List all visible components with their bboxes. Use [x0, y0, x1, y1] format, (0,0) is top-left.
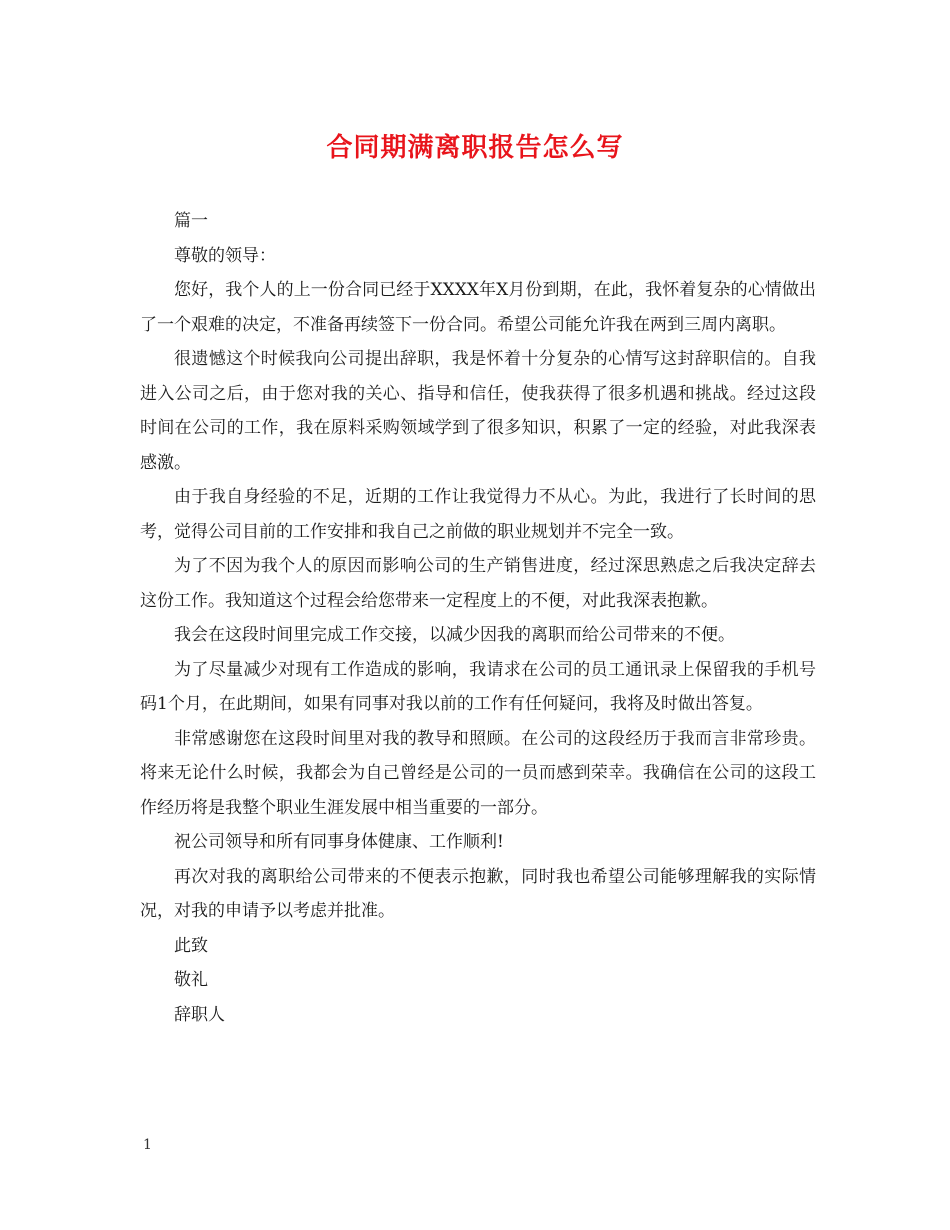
body-paragraph: 为了不因为我个人的原因而影响公司的生产销售进度，经过深思熟虑之后我决定辞去这份工作。我知道这个过程会给您带来一定程度上的不便，对此我深表抱歉。 [140, 556, 816, 611]
body-paragraph: 再次对我的离职给公司带来的不便表示抱歉，同时我也希望公司能够理解我的实际情况，对我的申请予以考虑并批准。 [140, 866, 816, 921]
closing-line: 敬礼 [174, 970, 208, 990]
closing-line: 此致 [174, 935, 208, 956]
body-paragraph: 很遗憾这个时候我向公司提出辞职，我是怀着十分复杂的心情写这封辞职信的。自我进入公司之后，由于您对我的关心、指导和信任，使我获得了很多机遇和挑战。经过这段时间在公司的工作，我在原料采购领域学到了很多知识，积累了一定的经验，对此我深表感激。 [140, 349, 816, 473]
section-heading: 篇一 [174, 211, 208, 231]
body-paragraph: 非常感谢您在这段时间里对我的教导和照顾。在公司的这段经历于我而言非常珍贵。将来无论什么时候，我都会为自己曾经是公司的一员而感到荣幸。我确信在公司的这段工作经历将是我整个职业生涯发展中相当重要的一部分。 [140, 728, 816, 818]
document-body [140, 204, 816, 1032]
body-paragraph: 祝公司领导和所有同事身体健康、工作顺利! [174, 832, 504, 852]
body-paragraph: 由于我自身经验的不足，近期的工作让我觉得力不从心。为此，我进行了长时间的思考，觉得公司目前的工作安排和我自己之前做的职业规划并不完全一致。 [140, 487, 816, 542]
signature-label: 辞职人 [174, 1004, 225, 1025]
salutation: 尊敬的领导： [174, 245, 276, 266]
body-paragraph: 您好，我个人的上一份合同已经于XXXX年X月份到期，在此，我怀着复杂的心情做出了一个艰难的决定，不准备再续签下一份合同。希望公司能允许我在两到三周内离职。 [140, 280, 816, 335]
page-number: 1 [143, 1137, 152, 1153]
body-paragraph: 我会在这段时间里完成工作交接，以减少因我的离职而给公司带来的不便。 [174, 625, 735, 645]
body-paragraph: 为了尽量减少对现有工作造成的影响，我请求在公司的员工通讯录上保留我的手机号码1个月，在此期间，如果有同事对我以前的工作有任何疑问，我将及时做出答复。 [140, 659, 816, 714]
document-title: 合同期满离职报告怎么写 [326, 133, 624, 163]
